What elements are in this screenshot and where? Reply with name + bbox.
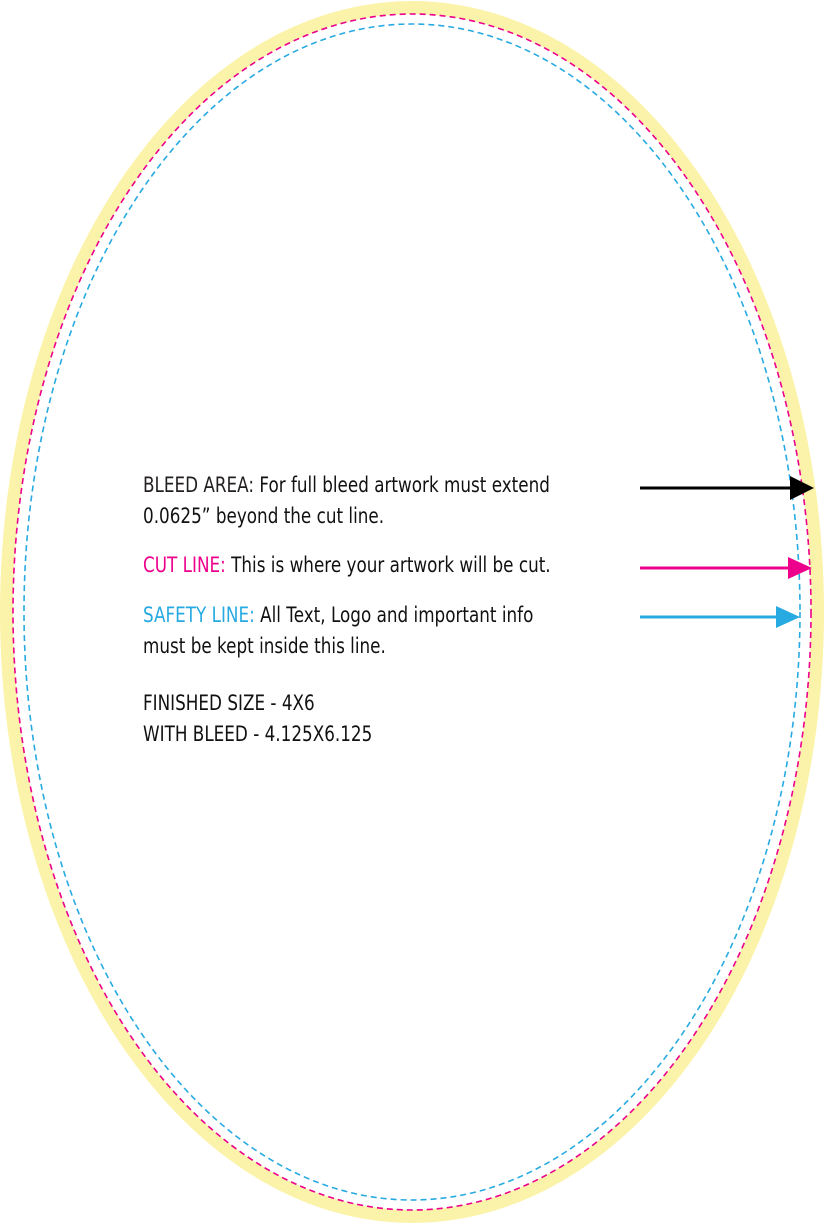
finished-size-text: FINISHED SIZE - 4X6 (143, 691, 315, 715)
with-bleed-size-text: WITH BLEED - 4.125X6.125 (143, 722, 373, 746)
safety-line-label: SAFETY LINE: (143, 603, 255, 627)
safety-line-note (143, 600, 623, 662)
safety-line-text-1: All Text, Logo and important info (260, 603, 534, 627)
bleed-area-label: BLEED AREA: (143, 473, 255, 497)
cut-line-note (143, 550, 623, 581)
cut-line-line-1 (143, 550, 623, 581)
cut-line-text-1: This is where your artwork will be cut. (231, 553, 551, 577)
bleed-area-note (143, 470, 623, 532)
bleed-area-text-2: 0.0625” beyond the cut line. (143, 504, 385, 528)
safety-line-line-1 (143, 600, 623, 631)
size-note (143, 688, 623, 750)
safety-line-text-2: must be kept inside this line. (143, 634, 386, 658)
bleed-area-line-1 (143, 470, 623, 501)
bleed-area-text-1: For full bleed artwork must extend (259, 473, 550, 497)
cut-line-label: CUT LINE: (143, 553, 226, 577)
